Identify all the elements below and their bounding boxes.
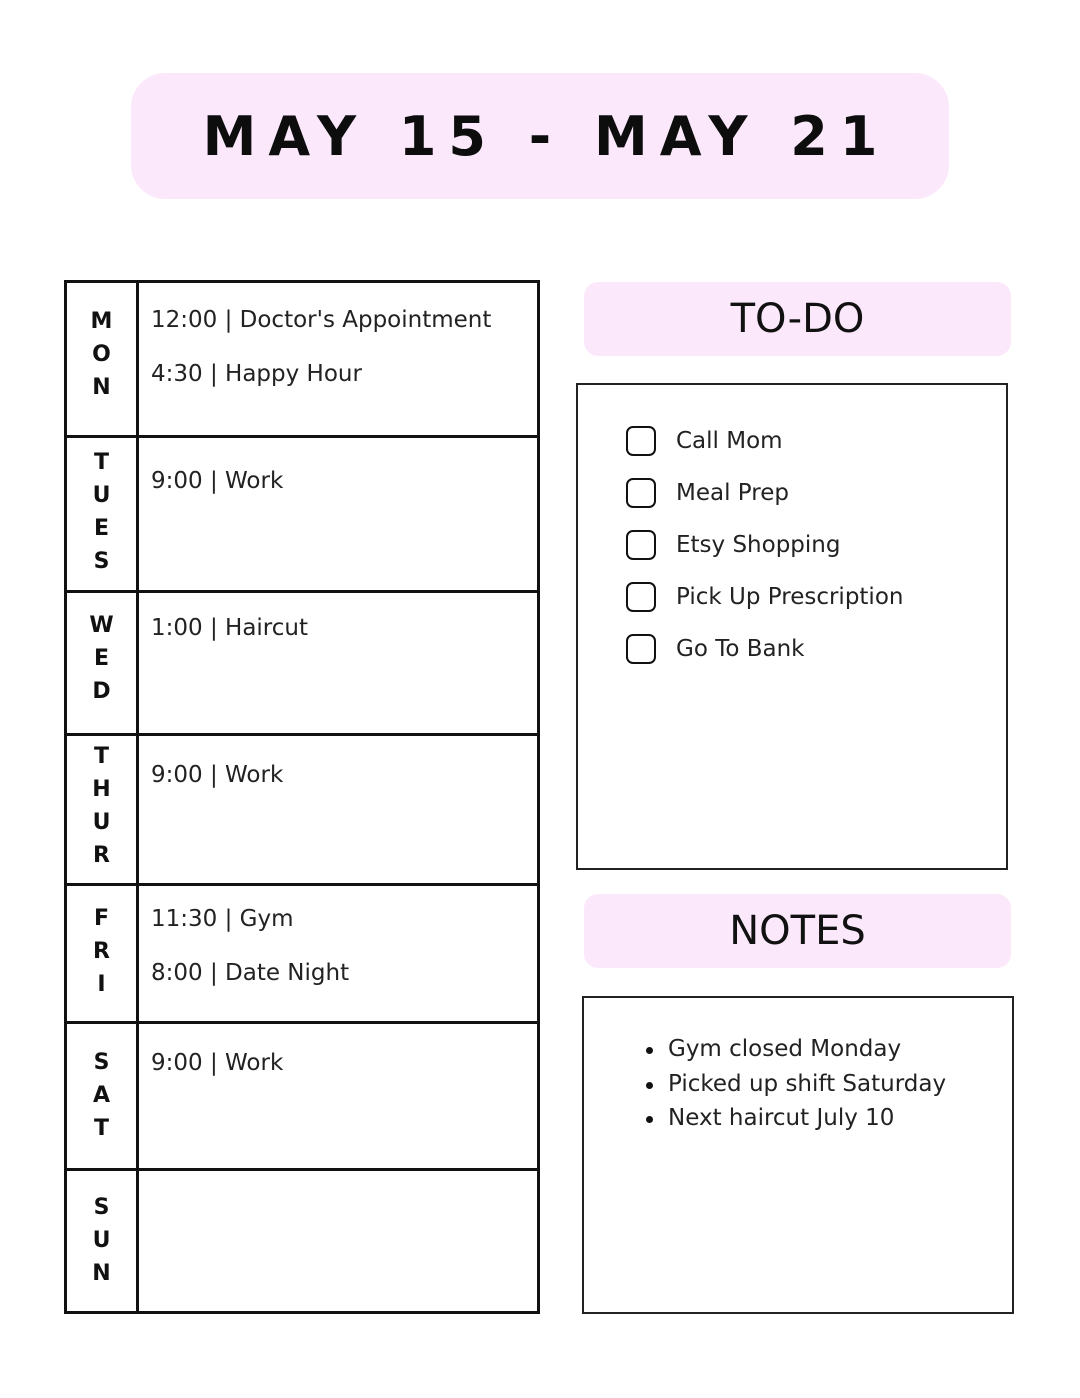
todo-label: Etsy Shopping bbox=[676, 532, 841, 558]
notes-box bbox=[582, 996, 1014, 1314]
day-letter: T bbox=[93, 744, 109, 769]
day-letter: A bbox=[92, 1083, 111, 1108]
notes-title: NOTES bbox=[729, 908, 866, 954]
day-label-fri bbox=[67, 886, 139, 1021]
day-letter: F bbox=[93, 906, 110, 931]
todo-title: TO-DO bbox=[730, 296, 865, 342]
todo-banner bbox=[584, 282, 1011, 356]
day-letter: E bbox=[93, 516, 110, 541]
todo-label: Pick Up Prescription bbox=[676, 584, 904, 610]
todo-label: Meal Prep bbox=[676, 480, 789, 506]
todo-label: Call Mom bbox=[676, 428, 783, 454]
day-row-thur bbox=[67, 736, 537, 886]
day-label-thur bbox=[67, 736, 139, 883]
day-letter: D bbox=[92, 679, 111, 704]
todo-box bbox=[576, 383, 1008, 870]
bullet-icon bbox=[646, 1047, 653, 1054]
todo-item[interactable] bbox=[626, 424, 783, 458]
day-letter: R bbox=[93, 843, 110, 868]
day-letter: E bbox=[93, 646, 110, 671]
day-row-mon bbox=[67, 283, 537, 438]
day-row-fri bbox=[67, 886, 537, 1024]
note-text: Picked up shift Saturday bbox=[668, 1070, 947, 1097]
day-row-tues bbox=[67, 438, 537, 593]
day-letter: N bbox=[92, 1261, 111, 1286]
day-letter: T bbox=[93, 450, 109, 475]
day-letter: H bbox=[92, 777, 111, 802]
checkbox[interactable] bbox=[626, 634, 656, 664]
day-letter: U bbox=[92, 810, 111, 835]
event-entry[interactable]: 9:00 | Work bbox=[151, 1050, 284, 1076]
event-entry[interactable]: 11:30 | Gym bbox=[151, 906, 294, 932]
notes-banner bbox=[584, 894, 1011, 968]
day-letter: U bbox=[92, 483, 111, 508]
notes-list bbox=[646, 1032, 946, 1136]
event-entry[interactable]: 9:00 | Work bbox=[151, 468, 284, 494]
day-label-tues bbox=[67, 438, 139, 590]
todo-item[interactable] bbox=[626, 632, 805, 666]
note-item[interactable] bbox=[646, 1101, 946, 1136]
todo-item[interactable] bbox=[626, 580, 903, 614]
event-entry[interactable]: 12:00 | Doctor's Appointment bbox=[151, 307, 492, 333]
note-text: Gym closed Monday bbox=[668, 1036, 902, 1062]
day-letter: S bbox=[93, 1050, 110, 1075]
day-letter: T bbox=[93, 1116, 109, 1141]
checkbox[interactable] bbox=[626, 582, 656, 612]
checkbox[interactable] bbox=[626, 478, 656, 508]
day-letter: I bbox=[97, 972, 106, 997]
day-letter: S bbox=[93, 549, 110, 574]
todo-item[interactable] bbox=[626, 528, 840, 562]
event-entry[interactable]: 4:30 | Happy Hour bbox=[151, 361, 362, 387]
checkbox[interactable] bbox=[626, 530, 656, 560]
bullet-icon bbox=[646, 1082, 653, 1089]
todo-label: Go To Bank bbox=[676, 636, 805, 662]
day-label-sun bbox=[67, 1171, 139, 1311]
day-row-sat bbox=[67, 1024, 537, 1171]
day-row-wed bbox=[67, 593, 537, 736]
event-entry[interactable]: 9:00 | Work bbox=[151, 762, 284, 788]
day-letter: M bbox=[90, 309, 113, 334]
week-schedule-table bbox=[64, 280, 540, 1314]
note-item[interactable] bbox=[646, 1067, 946, 1102]
note-item[interactable] bbox=[646, 1032, 946, 1067]
day-letter: N bbox=[92, 375, 111, 400]
day-label-mon bbox=[67, 283, 139, 435]
day-label-sat bbox=[67, 1024, 139, 1168]
day-letter: U bbox=[92, 1228, 111, 1253]
day-row-sun bbox=[67, 1171, 537, 1311]
title-banner bbox=[131, 73, 949, 199]
event-entry[interactable]: 1:00 | Haircut bbox=[151, 615, 308, 641]
day-label-wed bbox=[67, 593, 139, 733]
todo-item[interactable] bbox=[626, 476, 789, 510]
bullet-icon bbox=[646, 1116, 653, 1123]
day-letter: O bbox=[92, 342, 111, 367]
event-entry[interactable]: 8:00 | Date Night bbox=[151, 960, 350, 986]
day-letter: R bbox=[93, 939, 110, 964]
page-title: MAY 15 - MAY 21 bbox=[202, 104, 890, 168]
note-text: Next haircut July 10 bbox=[668, 1105, 895, 1131]
day-letter: W bbox=[89, 613, 114, 638]
day-letter: S bbox=[93, 1195, 110, 1220]
checkbox[interactable] bbox=[626, 426, 656, 456]
